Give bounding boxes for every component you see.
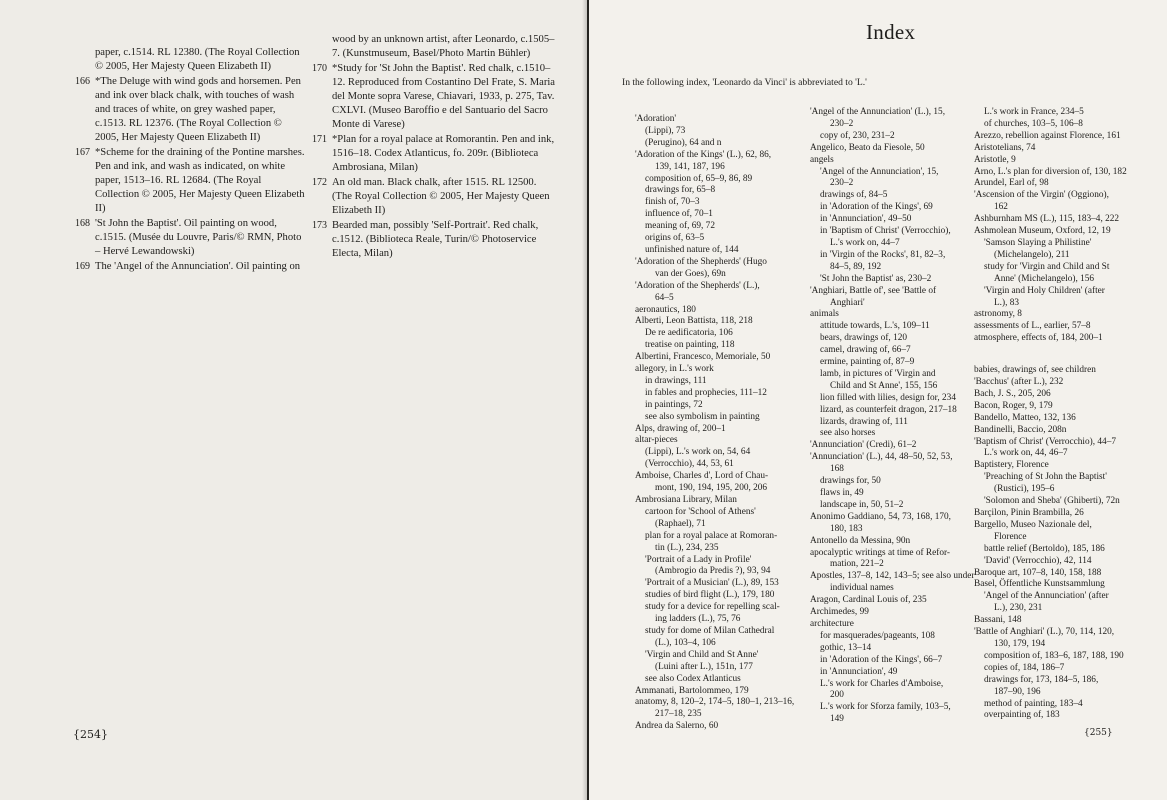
index-entry: atmosphere, effects of, 184, 200–1 — [974, 333, 1103, 344]
index-entry: in 'Baptism of Christ' (Verrocchio), — [820, 226, 951, 237]
index-entry: Baroque art, 107–8, 140, 158, 188 — [974, 567, 1102, 578]
index-entry: 'St John the Baptist' as, 230–2 — [820, 273, 932, 284]
index-entry: L.'s work on, 44–7 — [830, 237, 900, 248]
caption-entry — [75, 75, 307, 145]
index-entry: lizards, drawing of, 111 — [820, 416, 908, 427]
caption-text: *Scheme for the draining of the Pontine marshes. Pen and ink, and wash as indicated, on white paper, 1513–16. RL 12684. (The Royal Collection © 2005, Her Majesty Queen Elizabeth II) — [95, 147, 305, 214]
index-entry: drawings of, 84–5 — [820, 190, 888, 201]
index-entry: astronomy, 8 — [974, 309, 1022, 320]
index-entry: Basel, Öffentliche Kunstsammlung — [974, 579, 1105, 590]
caption-entry — [75, 146, 307, 216]
index-entry: Aragon, Cardinal Louis of, 235 — [810, 595, 927, 606]
index-entry: in 'Adoration of the Kings', 66–7 — [820, 654, 943, 665]
index-entry: Ashburnham MS (L.), 115, 183–4, 222 — [974, 214, 1120, 225]
index-entry: 'Anghiari, Battle of', see 'Battle of — [810, 285, 937, 296]
index-entry: copies of, 184, 186–7 — [984, 662, 1065, 673]
index-entry: in 'Adoration of the Kings', 69 — [820, 202, 933, 213]
index-entry: (Perugino), 64 and n — [645, 137, 722, 148]
index-entry: 'Battle of Anghiari' (L.), 70, 114, 120, — [974, 627, 1115, 638]
index-entry: (Michelangelo), 211 — [994, 249, 1070, 260]
index-entry: mont, 190, 194, 195, 200, 206 — [655, 483, 768, 494]
caption-text: The 'Angel of the Annunciation'. Oil painting on — [95, 261, 301, 272]
index-entry: (Lippi), L.'s work on, 54, 64 — [645, 447, 751, 458]
index-entry: Ammanati, Bartolommeo, 179 — [635, 685, 749, 696]
index-entry: Antonello da Messina, 90n — [810, 535, 911, 546]
caption-column-2 — [312, 33, 557, 262]
index-entry: (L.), 103–4, 106 — [655, 637, 716, 648]
caption-text: An old man. Black chalk, after 1515. RL 12500. (The Royal Collection © 2005, Her Majesty Queen Elizabeth II) — [332, 177, 550, 216]
index-entry: 'Adoration of the Kings' (L.), 62, 86, — [635, 149, 772, 160]
index-entry: (Rustici), 195–6 — [994, 484, 1055, 495]
index-entry: Amboise, Charles d', Lord of Chau- — [635, 471, 769, 482]
index-entry: lizard, as counterfeit dragon, 217–18 — [820, 404, 957, 415]
index-entry: 230–2 — [830, 178, 854, 189]
caption-text: wood by an unknown artist, after Leonardo, c.1505–7. (Kunstmuseum, Basel/Photo Martin Bühler) — [332, 34, 555, 59]
index-entry: 'Baptism of Christ' (Verrocchio), 44–7 — [974, 436, 1117, 447]
index-entry: apocalyptic writings at time of Refor- — [810, 547, 950, 558]
index-entry: 139, 141, 187, 196 — [655, 161, 725, 172]
index-entry: 'Portrait of a Lady in Profile' — [645, 554, 752, 565]
index-entry: landscape in, 50, 51–2 — [820, 499, 904, 510]
index-entry: battle relief (Bertoldo), 185, 186 — [984, 543, 1105, 554]
index-entry: Alps, drawing of, 200–1 — [635, 423, 726, 434]
caption-number: 167 — [75, 147, 90, 158]
index-entry: in drawings, 111 — [645, 375, 707, 386]
index-entry: Bacon, Roger, 9, 179 — [974, 400, 1053, 411]
index-entry: 'Annunciation' (L.), 44, 48–50, 52, 53, — [810, 452, 953, 463]
index-entry: mation, 221–2 — [830, 559, 884, 570]
index-entry: animals — [810, 309, 839, 320]
index-entry: babies, drawings of, see children — [974, 365, 1096, 376]
index-entry: aeronautics, 180 — [635, 304, 696, 315]
index-entry: 217–18, 235 — [655, 709, 702, 720]
caption-entry — [312, 176, 557, 218]
index-entry: see also symbolism in painting — [645, 411, 760, 422]
index-entry: 'Portrait of a Musician' (L.), 89, 153 — [645, 578, 779, 589]
index-entry: in 'Virgin of the Rocks', 81, 82–3, — [820, 249, 946, 260]
caption-number: 173 — [312, 220, 327, 231]
index-entry: Albertini, Francesco, Memoriale, 50 — [635, 352, 771, 363]
index-entry: anatomy, 8, 120–2, 174–5, 180–1, 213–16, — [635, 697, 795, 708]
index-entry: ermine, painting of, 87–9 — [820, 357, 915, 368]
index-entry: cartoon for 'School of Athens' — [645, 506, 756, 517]
index-entry: Aristotelians, 74 — [974, 142, 1036, 153]
caption-number: 170 — [312, 63, 327, 74]
index-entry: origins of, 63–5 — [645, 233, 705, 244]
index-entry: Anghiari' — [830, 297, 865, 308]
index-entry: individual names — [830, 583, 894, 594]
index-entry: 84–5, 89, 192 — [830, 261, 882, 272]
caption-number: 171 — [312, 134, 327, 145]
index-entry: see also horses — [820, 428, 876, 439]
index-entry: in 'Annunciation', 49–50 — [820, 214, 912, 225]
index-entry: L.), 230, 231 — [994, 603, 1043, 614]
index-entry: Bandello, Matteo, 132, 136 — [974, 412, 1076, 423]
index-column-3 — [974, 107, 1127, 722]
index-entry: Archimedes, 99 — [810, 607, 869, 618]
caption-entry — [332, 33, 557, 61]
index-entry: study for dome of Milan Cathedral — [645, 625, 775, 636]
index-entry: L.'s work in France, 234–5 — [984, 107, 1084, 117]
index-entry: 'Virgin and Holy Children' (after — [984, 285, 1105, 296]
index-entry: tin (L.), 234, 235 — [655, 542, 719, 553]
index-entry: Arundel, Earl of, 98 — [974, 178, 1049, 189]
index-entry: 130, 179, 194 — [994, 638, 1046, 649]
index-entry: Anonimo Gaddiano, 54, 73, 168, 170, — [810, 511, 951, 522]
index-entry: Bandinelli, Baccio, 208n — [974, 424, 1067, 435]
index-entry: 187–90, 196 — [994, 686, 1041, 697]
index-entry: treatise on painting, 118 — [645, 340, 735, 351]
index-entry: 'Angel of the Annunciation' (L.), 15, — [810, 107, 946, 117]
index-entry: 162 — [994, 202, 1008, 213]
index-intro: In the following index, 'Leonardo da Vinci' is abbreviated to 'L.' — [622, 77, 867, 88]
index-entry: Arezzo, rebellion against Florence, 161 — [974, 130, 1121, 141]
index-entry: copy of, 230, 231–2 — [820, 130, 895, 141]
index-entry: Alberti, Leon Battista, 118, 218 — [635, 316, 753, 327]
index-entry: (Verrocchio), 44, 53, 61 — [645, 459, 734, 470]
index-entry: Bargello, Museo Nazionale del, — [974, 519, 1092, 530]
index-entry: 149 — [830, 714, 844, 725]
index-entry: see also Codex Atlanticus — [645, 673, 741, 684]
index-entry: for masquerades/pageants, 108 — [820, 630, 935, 641]
index-column-1 — [635, 114, 803, 733]
index-entry: 'Ascension of the Virgin' (Oggiono), — [974, 190, 1109, 201]
index-entry: finish of, 70–3 — [645, 197, 700, 208]
index-entry: 'Samson Slaying a Philistine' — [984, 237, 1092, 248]
index-entry: 'Adoration' — [635, 114, 677, 124]
caption-text: paper, c.1514. RL 12380. (The Royal Collection © 2005, Her Majesty Queen Elizabeth II) — [95, 47, 300, 72]
index-entry: Florence — [994, 531, 1027, 542]
index-entry: 'David' (Verrocchio), 42, 114 — [984, 555, 1092, 566]
index-entry: attitude towards, L.'s, 109–11 — [820, 321, 930, 332]
caption-text: 'St John the Baptist'. Oil painting on wood, c.1515. (Musée du Louvre, Paris/© RMN, Photo – Hervé Lewandowski) — [95, 218, 302, 257]
index-entry: altar-pieces — [635, 435, 678, 446]
index-entry: composition of, 65–9, 86, 89 — [645, 173, 753, 184]
index-entry: unfinished nature of, 144 — [645, 244, 739, 255]
index-entry: study for 'Virgin and Child and St — [984, 261, 1110, 272]
index-entry: gothic, 13–14 — [820, 642, 872, 653]
caption-column-1 — [75, 46, 307, 275]
index-entry: angels — [810, 154, 834, 165]
index-entry: L.'s work for Sforza family, 103–5, — [820, 702, 951, 713]
caption-text: Bearded man, possibly 'Self-Portrait'. Red chalk, c.1512. (Biblioteca Reale, Turin/© Photoservice Electa, Milan) — [332, 220, 539, 259]
caption-entry — [95, 46, 307, 74]
caption-entry — [312, 62, 557, 132]
index-entry: van der Goes), 69n — [655, 268, 726, 279]
index-entry: L.'s work for Charles d'Amboise, — [820, 678, 944, 689]
index-entry: Barçilon, Pinin Brambilla, 26 — [974, 508, 1084, 518]
index-entry: drawings for, 65–8 — [645, 185, 716, 196]
index-entry: Apostles, 137–8, 142, 143–5; see also under — [810, 571, 975, 582]
index-entry: 'Virgin and Child and St Anne' — [645, 649, 759, 660]
index-entry: (Luini after L.), 151n, 177 — [655, 661, 753, 672]
index-entry: (Lippi), 73 — [645, 125, 686, 136]
left-page-number: {254} — [73, 728, 108, 741]
index-entry: influence of, 70–1 — [645, 209, 713, 220]
caption-text: *Study for 'St John the Baptist'. Red chalk, c.1510–12. Reproduced from Costantino Del Frate, S. Maria del Monte sopra Varese, Chiavari, 1933, p. 275, Tav. CXLVI. (Museo Baroffio e del Santuario del Sacro Monte di Varese) — [332, 63, 556, 130]
index-entry: L.'s work on, 44, 46–7 — [984, 448, 1068, 459]
index-entry: Angelico, Beato da Fiesole, 50 — [810, 142, 925, 153]
index-entry: 200 — [830, 690, 844, 701]
caption-text: *The Deluge with wind gods and horsemen. Pen and ink over black chalk, with touches of wash and traces of white, on grey washed paper, c.1513. RL 12376. (The Royal Collection © 2005, Her Majesty Queen Elizabeth II) — [95, 76, 301, 143]
index-entry: 'Angel of the Annunciation', 15, — [820, 166, 939, 177]
index-entry: overpainting of, 183 — [984, 710, 1060, 721]
index-entry: Child and St Anne', 155, 156 — [830, 380, 938, 391]
index-entry: allegory, in L.'s work — [635, 364, 714, 375]
index-entry: Bassani, 148 — [974, 615, 1022, 626]
index-entry: Aristotle, 9 — [974, 154, 1016, 165]
caption-entry — [312, 133, 557, 175]
index-entry: method of painting, 183–4 — [984, 698, 1083, 709]
index-entry: L.), 83 — [994, 297, 1020, 308]
index-entry: 'Adoration of the Shepherds' (Hugo — [635, 256, 767, 267]
index-title: Index — [866, 20, 916, 44]
index-entry: study for a device for repelling scal- — [645, 602, 780, 613]
index-entry: Ambrosiana Library, Milan — [635, 495, 737, 505]
index-entry: lamb, in pictures of 'Virgin and — [820, 368, 936, 379]
index-entry: composition of, 183–6, 187, 188, 190 — [984, 650, 1124, 661]
index-entry: 'Annunciation' (Credi), 61–2 — [810, 440, 917, 451]
caption-entry — [75, 217, 307, 259]
index-entry: architecture — [810, 618, 854, 629]
index-letter-gap — [974, 345, 1109, 365]
index-entry: Arno, L.'s plan for diversion of, 130, 182 — [974, 166, 1127, 177]
index-entry: (Ambrogio da Predis ?), 93, 94 — [655, 566, 771, 577]
index-entry: drawings for, 50 — [820, 476, 881, 487]
index-entry: bears, drawings of, 120 — [820, 333, 908, 344]
index-entry: camel, drawing of, 66–7 — [820, 345, 911, 356]
index-entry: of churches, 103–5, 106–8 — [984, 118, 1083, 129]
index-entry: assessments of L., earlier, 57–8 — [974, 321, 1091, 332]
right-page-number: {255} — [1084, 728, 1113, 738]
caption-number: 166 — [75, 76, 90, 87]
index-entry: 'Solomon and Sheba' (Ghiberti), 72n — [984, 496, 1120, 507]
caption-number: 168 — [75, 218, 90, 229]
index-entry: Baptistery, Florence — [974, 460, 1049, 471]
index-column-2 — [810, 107, 975, 726]
index-entry: lion filled with lilies, design for, 234 — [820, 392, 956, 403]
index-entry: plan for a royal palace at Romoran- — [645, 530, 778, 541]
index-entry: Ashmolean Museum, Oxford, 12, 19 — [974, 226, 1111, 237]
index-entry: 'Adoration of the Shepherds' (L.), — [635, 280, 760, 291]
index-entry: flaws in, 49 — [820, 488, 864, 498]
index-entry: ing ladders (L.), 75, 76 — [655, 614, 741, 625]
index-entry: 168 — [830, 464, 844, 475]
caption-entry — [75, 260, 307, 274]
index-entry: 180, 183 — [830, 523, 863, 534]
caption-number: 169 — [75, 261, 90, 272]
index-entry: drawings for, 173, 184–5, 186, — [984, 674, 1099, 685]
index-entry: studies of bird flight (L.), 179, 180 — [645, 590, 775, 601]
index-entry: meaning of, 69, 72 — [645, 221, 715, 232]
caption-text: *Plan for a royal palace at Romorantin. Pen and ink, 1516–18. Codex Atlanticus, fo. 209r. (Biblioteca Ambrosiana, Milan) — [332, 134, 555, 173]
index-entry: in fables and prophecies, 111–12 — [645, 387, 767, 398]
index-entry: in 'Annunciation', 49 — [820, 666, 898, 677]
caption-number: 172 — [312, 177, 327, 188]
index-entry: 'Preaching of St John the Baptist' — [984, 472, 1107, 483]
index-entry: 230–2 — [830, 118, 854, 129]
index-entry: Bach, J. S., 205, 206 — [974, 388, 1051, 399]
index-entry: in paintings, 72 — [645, 399, 703, 410]
index-entry: Anne' (Michelangelo), 156 — [994, 273, 1095, 284]
index-entry: 'Angel of the Annunciation' (after — [984, 591, 1109, 602]
index-entry: 64–5 — [655, 292, 674, 303]
index-entry: De re aedificatoria, 106 — [645, 328, 733, 339]
index-entry: 'Bacchus' (after L.), 232 — [974, 377, 1064, 388]
index-entry: Andrea da Salerno, 60 — [635, 721, 719, 732]
index-entry: (Raphael), 71 — [655, 518, 706, 529]
caption-entry — [312, 219, 557, 261]
